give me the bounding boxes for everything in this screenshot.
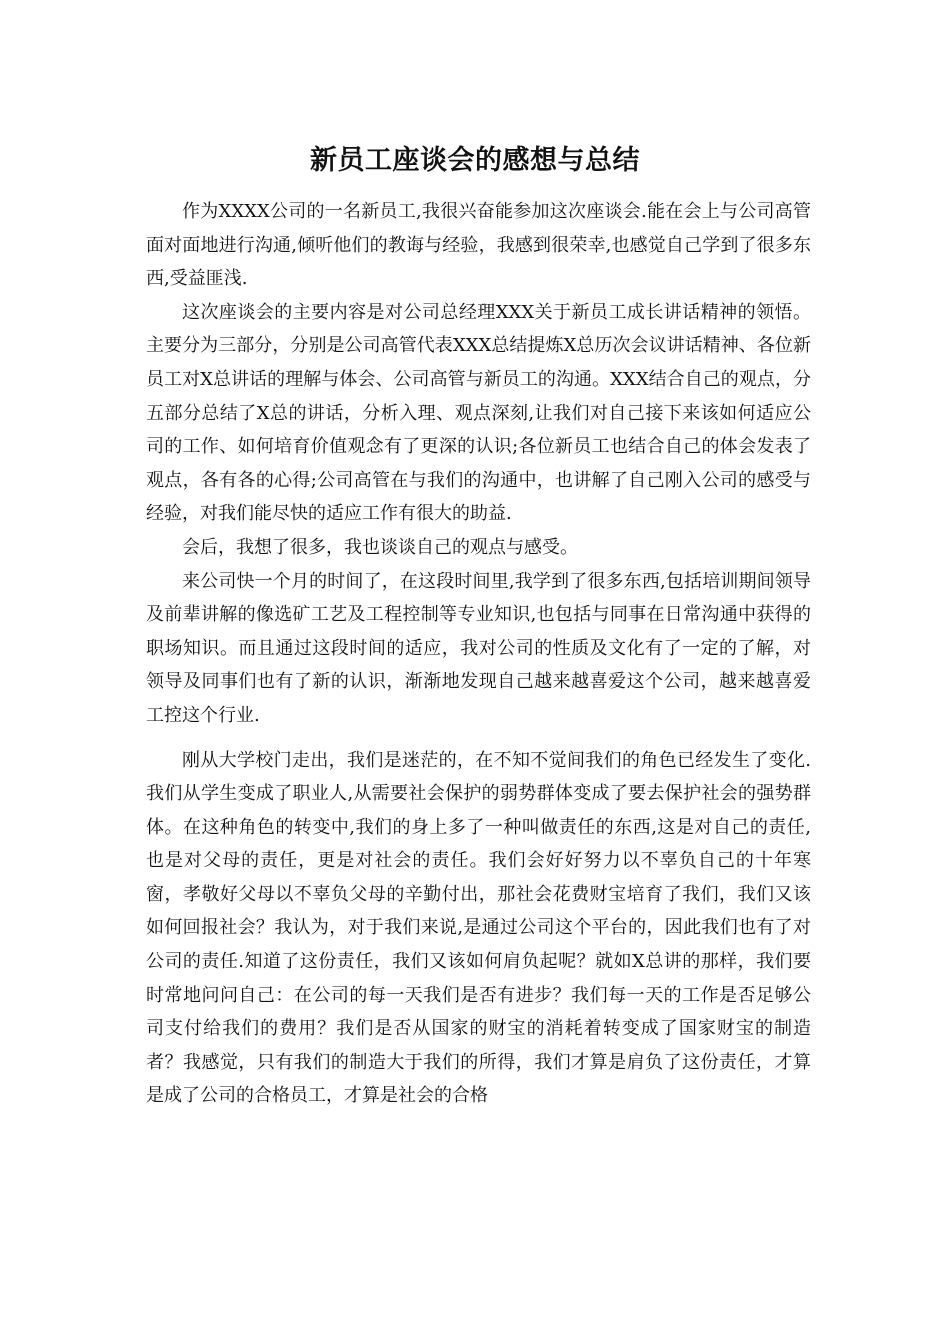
document-title: 新员工座谈会的感想与总结 [310, 145, 640, 176]
paragraph-5: 刚从大学校门走出，我们是迷茫的，在不知不觉间我们的角色已经发生了变化.我们从学生变成了职业人,从需要社会保护的弱势群体变成了要去保护社会的强势群体。在这种角色的转变中,我们的身上多了一种叫做责任的东西,这是对自己的责任,也是对父母的责任，更是对社会的责任。我们会好好努力以不辜负自己的十年寒窗，孝敬好父母以不辜负父母的辛勤付出，那社会花费财宝培育了我们，我们又该如何回报社会？我认为，对于我们来说,是通过公司这个平台的，因此我们也有了对公司的责任.知道了这份责任，我们又该如何肩负起呢？就如X总讲的那样，我们要时常地问问自己：在公司的每一天我们是否有进步？我们每一天的工作是否足够公司支付给我们的费用？我们是否从国家的财宝的消耗着转变成了国家财宝的制造者？我感觉，只有我们的制造大于我们的所得，我们才算是肩负了这份责任，才算是成了公司的合格员工，才算是社会的合格 [146, 749, 811, 1107]
document-body [146, 195, 811, 1113]
paragraph-2: 这次座谈会的主要内容是对公司总经理XXX关于新员工成长讲话精神的领悟。主要分为三部分，分别是公司高管代表XXX总结提炼X总历次会议讲话精神、各位新员工对X总讲话的理解与体会、公司高管与新员工的沟通。XXX结合自己的观点，分五部分总结了X总的讲话，分析入理、观点深刻,让我们对自己接下来该如何适应公司的工作、如何培育价值观念有了更深的认识;各位新员工也结合自己的体会发表了观点，各有各的心得;公司高管在与我们的沟通中，也讲解了自己刚入公司的感受与经验，对我们能尽快的适应工作有很大的助益. [146, 301, 811, 525]
paragraph-1: 作为XXXX公司的一名新员工,我很兴奋能参加这次座谈会.能在会上与公司高管面对面地进行沟通,倾听他们的教诲与经验，我感到很荣幸,也感觉自己学到了很多东西,受益匪浅. [146, 201, 811, 290]
paragraph-4: 来公司快一个月的时间了，在这段时间里,我学到了很多东西,包括培训期间领导及前辈讲解的像选矿工艺及工程控制等专业知识,也包括与同事在日常沟通中获得的职场知识。而且通过这段时间的适应，我对公司的性质及文化有了一定的了解，对领导及同事们也有了新的认识，渐渐地发现自己越来越喜爱这个公司，越来越喜爱工控这个行业. [146, 570, 811, 726]
paragraph-3: 会后，我想了很多，我也谈谈自己的观点与感受。 [182, 536, 578, 558]
